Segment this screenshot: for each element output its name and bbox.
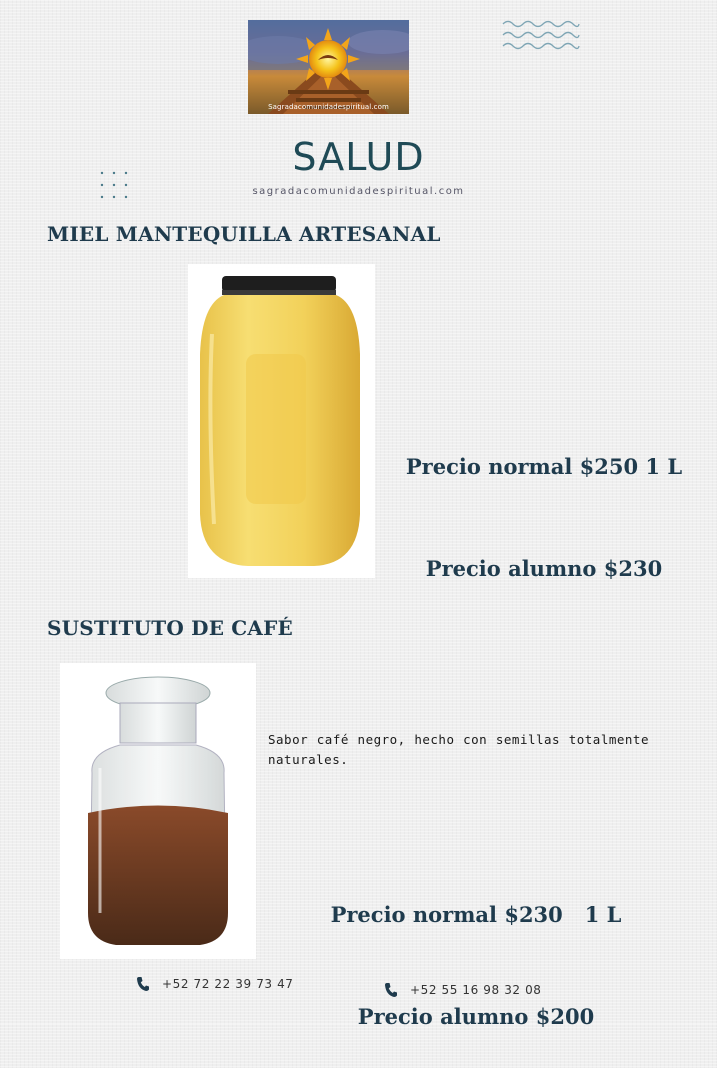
waves-decoration-icon (502, 20, 580, 54)
coffee-jar-icon (60, 663, 256, 959)
coffee-jar-image (60, 663, 256, 959)
website-link[interactable]: sagradacomunidadespiritual.com (252, 186, 465, 197)
product-2-prices (330, 830, 622, 1068)
product-2-description: Sabor café negro, hecho con semillas totalmente naturales. (268, 732, 649, 767)
pyramid-sun-logo-icon (248, 20, 409, 114)
phone-contact-1[interactable] (136, 976, 294, 992)
phone-contact-2[interactable] (384, 982, 542, 998)
logo-caption: Sagradacomunidadespiritual.com (268, 103, 389, 111)
product-1-price-normal: Precio normal $250 1 L (405, 454, 683, 479)
product-2-title: SUSTITUTO DE CAFÉ (47, 616, 293, 640)
phone-icon (136, 976, 150, 992)
product-1-prices (392, 382, 696, 620)
product-1-title: MIEL MANTEQUILLA ARTESANAL (47, 222, 441, 246)
honey-jar-icon (188, 264, 375, 578)
product-2-price-normal: Precio normal $230 1 L (330, 902, 622, 927)
phone-number-1: +52 72 22 39 73 47 (162, 977, 294, 991)
logo (248, 20, 409, 114)
honey-jar-image (188, 264, 375, 578)
phone-icon (384, 982, 398, 998)
product-2-price-student: Precio alumno $200 (357, 1004, 595, 1029)
product-1-price-student: Precio alumno $230 (425, 556, 663, 581)
page-title: SALUD (292, 135, 425, 179)
phone-number-2: +52 55 16 98 32 08 (410, 983, 542, 997)
